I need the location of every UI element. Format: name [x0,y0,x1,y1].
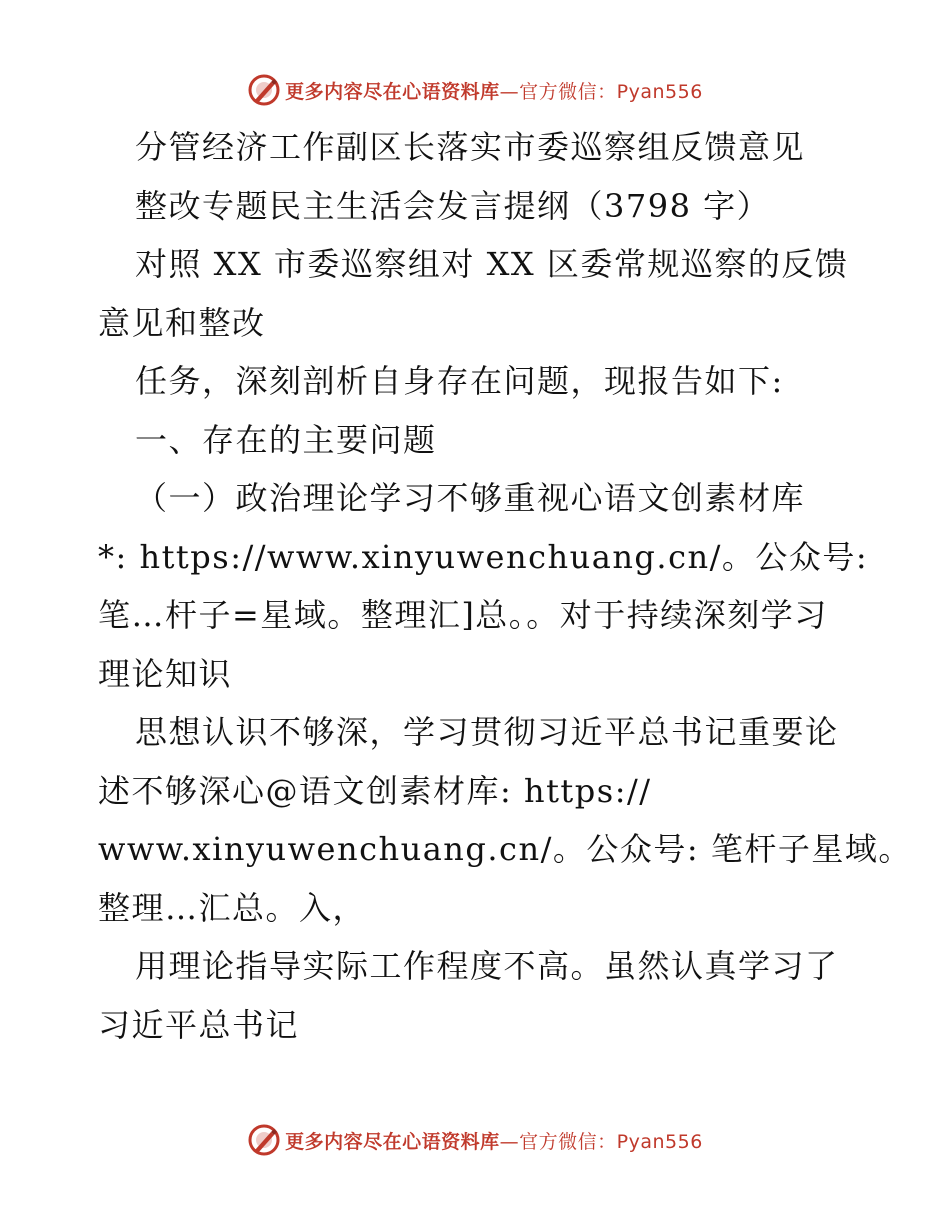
paragraph-line: *: https://www.xinyuwenchuang.cn/。公众号: [98,537,869,576]
document-body [98,118,912,1054]
title-line-2: 整改专题民主生活会发言提纲（3798 字） [135,186,771,225]
paragraph-line: 任务，深刻剖析自身存在问题，现报告如下: [135,362,784,400]
paragraph-line: 整理…汇总。入， [98,888,367,927]
paragraph-line: 笔…杆子=星域。整理汇]总。。对于持续深刻学习 [98,596,828,634]
banner-main-text: 更多内容尽在心语资料库 [285,80,500,103]
pen-seal-icon [247,73,281,107]
paragraph-line: 用理论指导实际工作程度不高。虽然认真学习了 [135,947,839,985]
banner-sub-text: —官方微信：Pyan556 [499,1130,703,1153]
banner-main-text: 更多内容尽在心语资料库 [285,1130,500,1153]
paragraph-line: www.xinyuwenchuang.cn/。公众号: 笔杆子星域。 [98,830,912,868]
paragraph-line: 思想认识不够深，学习贯彻习近平总书记重要论 [135,713,839,751]
paragraph-line: 对照 XX 市委巡察组对 XX 区委常规巡察的反馈 [135,245,849,283]
paragraph-line: 理论知识 [98,654,233,693]
banner-sub-text: —官方微信：Pyan556 [499,80,703,103]
footer-watermark-banner [0,1120,950,1160]
header-watermark-banner [0,70,950,110]
paragraph-line: 意见和整改 [98,303,266,342]
subsection-heading: （一）政治理论学习不够重视心语文创素材库 [135,479,806,517]
section-heading: 一、存在的主要问题 [135,420,437,459]
paragraph-line: 述不够深心@语文创素材库: https:// [98,771,652,810]
title-line-1: 分管经济工作副区长落实市委巡察组反馈意见 [135,128,806,166]
paragraph-line: 习近平总书记 [98,1005,300,1044]
pen-seal-icon [247,1123,281,1157]
